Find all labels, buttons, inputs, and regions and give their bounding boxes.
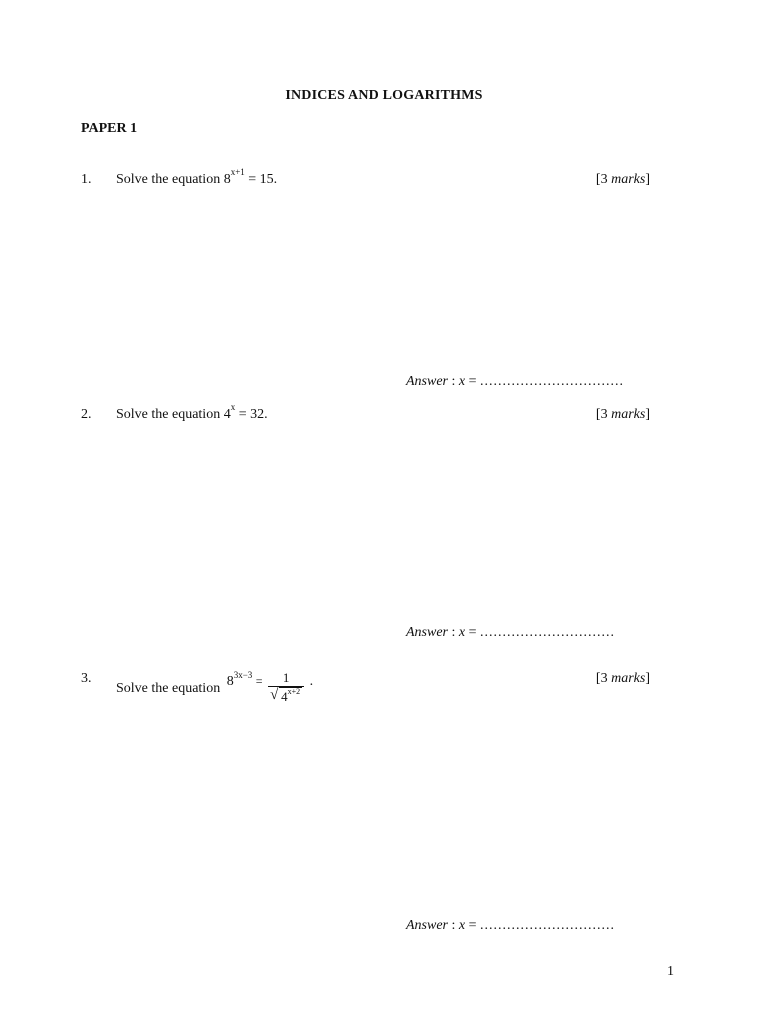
answer-variable: x xyxy=(458,625,466,640)
fraction-numerator: 1 xyxy=(282,670,290,685)
answer-line: Answer : x = ................................ xyxy=(406,374,625,389)
equation-base: 8 xyxy=(223,172,231,187)
question-number: 2. xyxy=(81,407,92,422)
answer-line: Answer : x = .............................. xyxy=(406,625,616,640)
answer-variable: x xyxy=(458,374,466,389)
answer-label: Answer xyxy=(406,625,448,640)
answer-variable: x xyxy=(458,918,466,933)
answer-blank: .............................. xyxy=(480,918,616,933)
equation-exponent: x+1 xyxy=(230,167,245,178)
marks-label: [3 marks] xyxy=(595,172,650,187)
question-prompt: Solve the equation xyxy=(116,407,221,422)
marks-label: [3 marks] xyxy=(595,671,650,686)
question-text xyxy=(116,658,314,704)
radicand-base: 4 xyxy=(281,689,288,704)
equation-base: 4 xyxy=(223,407,231,422)
equals-sign: = xyxy=(255,674,263,689)
equation-tail: . xyxy=(309,674,314,690)
answer-label: Answer xyxy=(406,374,448,389)
section-heading: PAPER 1 xyxy=(81,121,138,136)
radicand xyxy=(279,687,302,706)
question-prompt: Solve the equation xyxy=(116,172,221,187)
square-root xyxy=(270,687,302,706)
equation-rhs: = 15. xyxy=(248,172,278,187)
equation-base: 8 xyxy=(226,674,234,690)
question-number: 1. xyxy=(81,172,92,187)
document-title: INDICES AND LOGARITHMS xyxy=(285,88,483,103)
fraction-denominator xyxy=(268,687,304,706)
equation-exponent: x xyxy=(230,402,236,413)
equation-exponent: 3x−3 xyxy=(233,669,253,680)
answer-blank: ................................ xyxy=(480,374,625,389)
marks-label: [3 marks] xyxy=(595,407,650,422)
fraction xyxy=(268,670,304,706)
question-number: 3. xyxy=(81,671,92,686)
page-number: 1 xyxy=(667,964,674,979)
answer-label: Answer xyxy=(406,918,448,933)
answer-blank: .............................. xyxy=(480,625,616,640)
radical-sign: √ xyxy=(270,687,279,703)
question-text xyxy=(116,402,268,423)
question-prompt: Solve the equation xyxy=(116,681,221,697)
question-text xyxy=(116,167,278,188)
equation-rhs: = 32. xyxy=(238,407,268,422)
answer-line: Answer : x = .............................. xyxy=(406,918,616,933)
radicand-exponent: x+2 xyxy=(287,686,301,696)
equation-lhs xyxy=(226,669,253,690)
